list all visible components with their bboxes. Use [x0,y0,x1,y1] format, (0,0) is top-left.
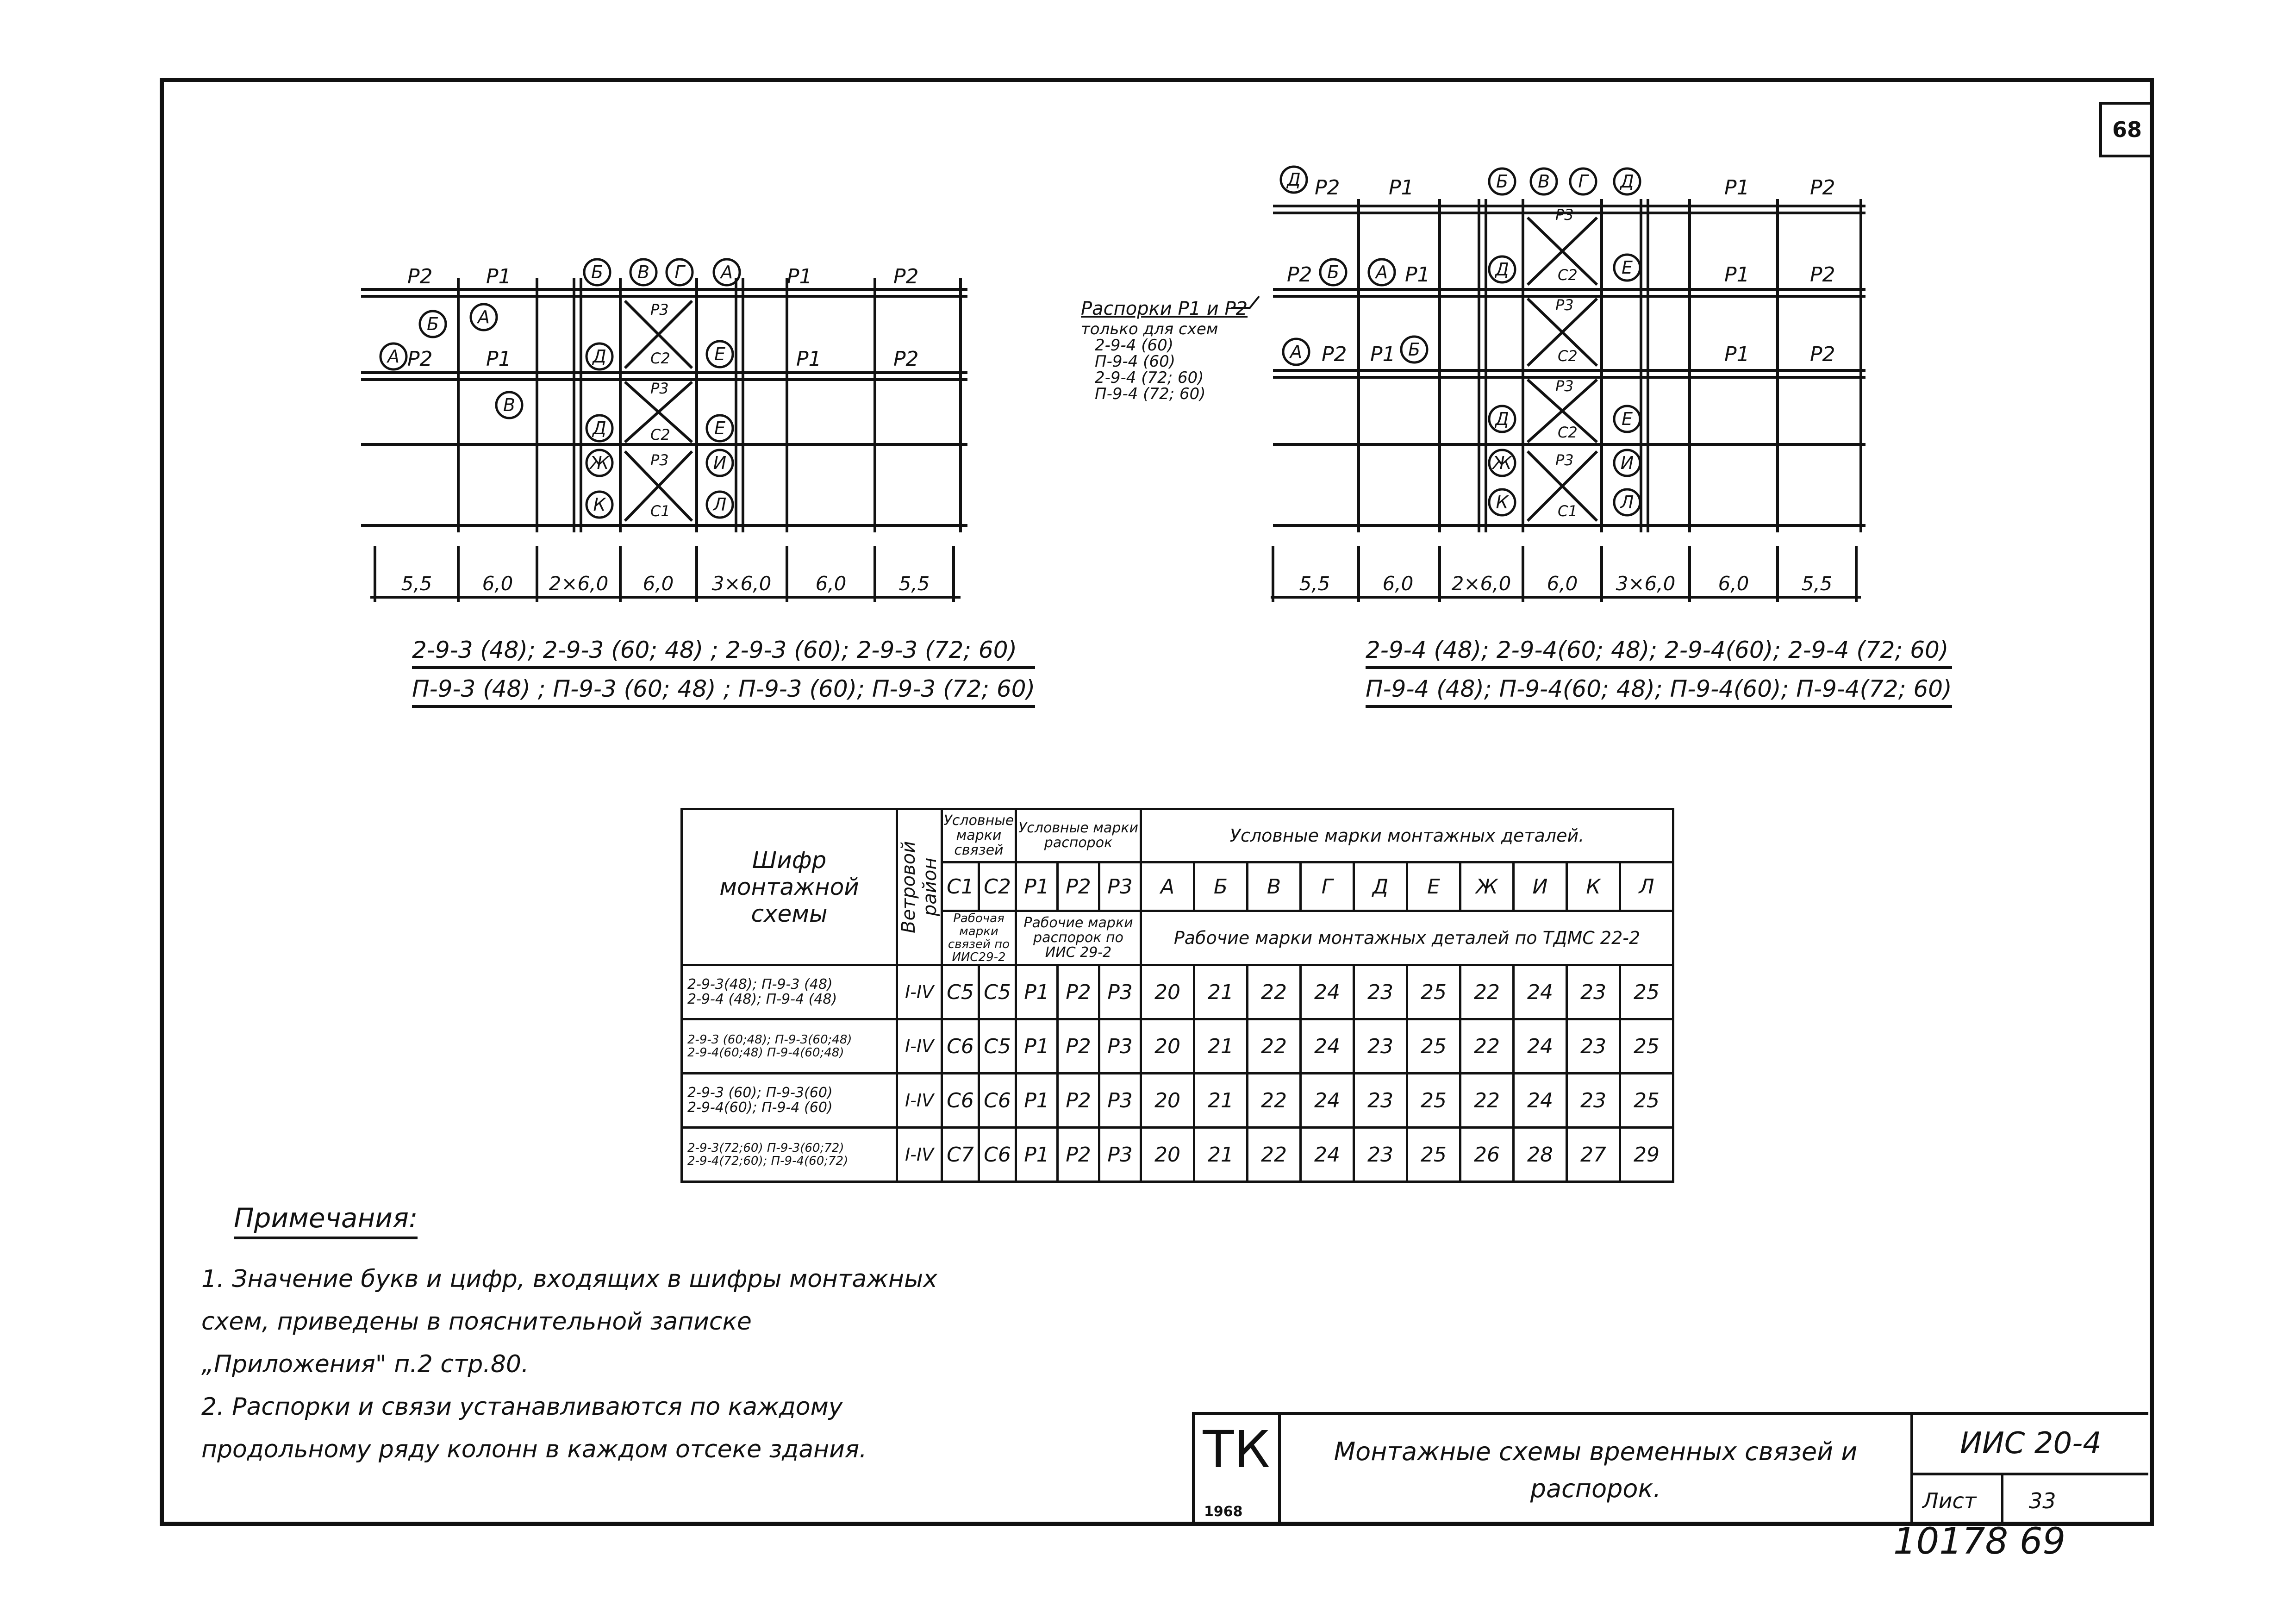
right-circle-letter: Д [1620,171,1634,192]
left-brace-mark: Р3 [650,301,669,319]
notes-section [201,1197,942,1471]
right-row2-mark: Р1 [1724,343,1750,366]
right-row2-mark: Р1 [1370,343,1396,366]
cipher-line: 2-9-3(48); П-9-3 (48) [687,976,833,993]
cipher-cell [682,965,897,1019]
right-dimension: 6,0 [1547,572,1578,595]
right-circle-letter: В [1537,171,1550,192]
col-header: Д [1354,862,1407,911]
table-cell: 23 [1567,1074,1620,1128]
right-circle-letter: Б [1408,339,1421,360]
right-circle-letter: Е [1621,409,1633,429]
left-brace-mark: С2 [650,426,670,443]
table-row [682,1019,1673,1074]
table-cell: С7 [942,1128,979,1182]
left-circle-letter: Г [674,262,685,282]
table-cell: С5 [979,965,1016,1019]
wind-cell: I-IV [897,1128,942,1182]
right-top-mark: Р1 [1389,176,1414,200]
left-circle-letter: Д [593,346,606,367]
table-cell: 23 [1354,1128,1407,1182]
page-number: 68 [2099,102,2152,157]
left-dimension: 6,0 [815,572,847,595]
logo-year: 1968 [1204,1504,1243,1520]
table-cell: 25 [1407,1019,1460,1074]
right-caption-line1: 2-9-4 (48); 2-9-4(60; 48); 2-9-4(60); 2-9-4 (72; 60) [1366,637,1952,669]
col-header: В [1248,862,1301,911]
table-cell: 20 [1141,1074,1194,1128]
col-header: Р3 [1099,862,1141,911]
left-row2-mark: Р1 [796,347,822,371]
left-brace-mark: С2 [650,350,670,367]
right-row2-mark: Р2 [1322,343,1347,366]
left-dimensions [401,572,930,595]
sheet-number: 33 [2029,1488,2056,1513]
table-cell: 25 [1407,965,1460,1019]
table-cell: 25 [1620,1019,1673,1074]
sheet-divider [2001,1475,2003,1524]
right-caption-line2: П-9-4 (48); П-9-4(60; 48); П-9-4(60); П-9-4(72; 60) [1366,675,1952,708]
col-header: Б [1194,862,1248,911]
left-circle-letter: И [713,453,727,473]
table-cell: 24 [1514,1074,1567,1128]
archive-number: 10178 69 [1893,1521,2066,1562]
table-row [682,1128,1673,1182]
header-ties-work: Рабочая марки связей по ИИС29-2 [942,911,1016,965]
right-dimensions [1299,572,1833,595]
table-cell: 24 [1514,1019,1567,1074]
table-cell: 22 [1460,965,1514,1019]
left-circle-letter: Ж [590,453,609,473]
right-brace-mark: С2 [1558,347,1578,365]
table-cell: Р2 [1058,1128,1099,1182]
right-circle-letter: И [1620,453,1634,473]
cipher-line: 2-9-3(72;60) П-9-3(60;72) [687,1141,844,1155]
right-brace-mark: Р3 [1555,296,1574,314]
table-cell: 26 [1460,1128,1514,1182]
left-brace-mark: С1 [650,502,670,520]
table-cell: 21 [1194,965,1248,1019]
table-cell: 20 [1141,1128,1194,1182]
table-cell: Р2 [1058,965,1099,1019]
organization-logo [1195,1415,1281,1524]
struts-note-line: 2-9-4 (60) [1095,336,1174,355]
right-brace-mark: С1 [1558,502,1578,520]
col-header: А [1141,862,1194,911]
cipher-line: 2-9-3 (60); П-9-3(60) [687,1085,833,1101]
left-top-mark: Р2 [407,265,433,288]
header-details: Условные марки монтажных деталей. [1141,809,1673,862]
header-cipher: Шифр монтажной схемы [682,809,897,965]
drawing-title-cell [1281,1415,1913,1524]
left-circle-letter: Е [714,344,726,364]
table-cell: С6 [942,1019,979,1074]
left-circle-letter: А [721,262,733,282]
table-cell: Р2 [1058,1074,1099,1128]
left-circle-letters [386,262,733,515]
table-cell: 23 [1354,1019,1407,1074]
table-cell: С5 [979,1019,1016,1074]
right-circle-letter: А [1290,342,1302,362]
table-cell: Р1 [1016,1074,1058,1128]
left-circle-letter: Л [713,494,727,515]
right-circle-letter: К [1496,492,1509,512]
header-struts-work: Рабочие марки распорок по ИИС 29-2 [1016,911,1141,965]
left-top-mark: Р2 [893,265,919,288]
right-row2-mark: Р2 [1810,343,1835,366]
table-cell: 24 [1301,1019,1354,1074]
table-cell: 21 [1194,1019,1248,1074]
header-details-work: Рабочие марки монтажных деталей по ТДМС 22-2 [1141,911,1673,965]
table-cell: 24 [1301,1128,1354,1182]
table-cell: С5 [942,965,979,1019]
left-row2-mark: Р1 [486,347,512,371]
right-circle-letters [1286,169,1634,512]
right-brace-mark: С2 [1558,424,1578,441]
left-dimension: 6,0 [643,572,674,595]
note-item: 1. Значение букв и цифр, входящих в шифры монтажных схем, приведены в пояснительной записке „Приложения" п.2 стр.80. [201,1265,937,1378]
cipher-line: 2-9-4 (48); П-9-4 (48) [687,991,837,1007]
left-circle-letter: Б [426,314,439,334]
left-circle-letter: Е [714,418,726,438]
left-brace-mark: Р3 [650,451,669,469]
cipher-line: 2-9-4(72;60); П-9-4(60;72) [687,1154,849,1168]
left-caption-line2: П-9-3 (48) ; П-9-3 (60; 48) ; П-9-3 (60); П-9-3 (72; 60) [412,675,1035,708]
right-dimension: 5,5 [1299,572,1330,595]
right-circle-letter: Б [1327,262,1340,282]
table-cell: 24 [1514,965,1567,1019]
table-cell: 25 [1620,1074,1673,1128]
wind-cell: I-IV [897,1019,942,1074]
header-ties: Условные марки связей [942,809,1016,862]
table-cell: 22 [1248,1074,1301,1128]
table-cell: 22 [1460,1074,1514,1128]
left-dimension: 3×6,0 [711,572,772,595]
note-item: 2. Распорки и связи устанавливаются по каждому продольному ряду колонн в каждом отсеке здания. [201,1393,867,1463]
right-brace-mark: Р3 [1555,451,1574,469]
left-caption-line1: 2-9-3 (48); 2-9-3 (60; 48) ; 2-9-3 (60); 2-9-3 (72; 60) [412,637,1035,669]
drawing-title: Монтажные схемы временных связей и распорок. [1334,1437,1858,1503]
wind-cell: I-IV [897,965,942,1019]
table-cell: Р2 [1058,1019,1099,1074]
sheet-label: Лист [1922,1488,1977,1513]
col-header: Р2 [1058,862,1099,911]
left-circle-letter: К [593,494,606,515]
right-caption [1366,637,1952,708]
col-header: С2 [979,862,1016,911]
cipher-cell [682,1128,897,1182]
table-cell: Р3 [1099,965,1141,1019]
left-circle-letter: А [387,346,399,367]
right-dimension: 6,0 [1718,572,1749,595]
left-brace-mark: Р3 [650,380,669,397]
col-header: Л [1620,862,1673,911]
left-top-mark: Р1 [486,265,512,288]
col-header: И [1514,862,1567,911]
right-brace-mark: Р3 [1555,377,1574,395]
col-header: Р1 [1016,862,1058,911]
right-dimension: 6,0 [1382,572,1414,595]
right-scheme-labels [1287,176,1835,520]
table-cell: 21 [1194,1074,1248,1128]
left-circle-letter: В [637,262,650,282]
logo-letters: ТК [1203,1420,1270,1479]
table-cell: 23 [1354,1074,1407,1128]
table-cell: Р3 [1099,1128,1141,1182]
right-top-mark: Р1 [1724,176,1750,200]
cipher-line: 2-9-4(60;48) П-9-4(60;48) [687,1046,844,1060]
table-row [682,965,1673,1019]
header-wind [897,809,942,965]
struts-note-line: П-9-4 (72; 60) [1095,385,1206,403]
table-row [682,1074,1673,1128]
assembly-table [680,808,1674,1183]
table-cell: Р1 [1016,965,1058,1019]
left-dimension: 5,5 [898,572,930,595]
struts-note [1081,296,1259,403]
cipher-cell [682,1019,897,1074]
table-cell: Р1 [1016,1019,1058,1074]
table-cell: 23 [1354,965,1407,1019]
left-circle-letter: А [478,307,490,327]
table-cell: 20 [1141,965,1194,1019]
right-row1-mark: Р1 [1724,263,1750,287]
table-cell: 28 [1514,1128,1567,1182]
left-circle-letter: В [503,395,516,415]
struts-note-line: только для схем [1081,320,1218,338]
col-header: Г [1301,862,1354,911]
left-caption [412,637,1035,708]
table-cell: 22 [1460,1019,1514,1074]
right-top-mark: Р2 [1315,176,1340,200]
table-cell: 21 [1194,1128,1248,1182]
col-header: Ж [1460,862,1514,911]
right-circle-letter: Д [1495,409,1509,429]
title-block [1192,1412,2148,1524]
header-struts: Условные марки распорок [1016,809,1141,862]
table-cell: 25 [1407,1074,1460,1128]
left-dimension: 5,5 [401,572,432,595]
right-circle-letter: Г [1578,171,1588,192]
table-cell: 22 [1248,1128,1301,1182]
table-cell: 22 [1248,1019,1301,1074]
left-dimension: 6,0 [482,572,513,595]
right-circle-letter: А [1376,262,1388,282]
right-row1-mark: Р2 [1287,263,1312,287]
col-header: К [1567,862,1620,911]
right-circle-letter: Ж [1492,453,1512,473]
table-cell: 22 [1248,965,1301,1019]
right-circle-letter: Д [1287,169,1301,190]
table-cell: С6 [979,1074,1016,1128]
col-header: Е [1407,862,1460,911]
table-cell: С6 [979,1128,1016,1182]
right-dimension: 2×6,0 [1451,572,1511,595]
left-row2-mark: Р2 [407,347,433,371]
right-row1-mark: Р1 [1405,263,1430,287]
table-cell: Р3 [1099,1074,1141,1128]
notes-title: Примечания: [234,1202,418,1239]
right-row1-mark: Р2 [1810,263,1835,287]
struts-note-line: П-9-4 (60) [1095,352,1175,371]
struts-note-line: 2-9-4 (72; 60) [1095,369,1204,387]
left-top-mark: Р1 [787,265,812,288]
right-top-mark: Р2 [1810,176,1835,200]
right-dimension: 5,5 [1801,572,1833,595]
table-cell: 25 [1407,1128,1460,1182]
sheet-cell [1913,1475,2148,1524]
table-cell: 25 [1620,965,1673,1019]
table-cell: 29 [1620,1128,1673,1182]
table-cell: 24 [1301,1074,1354,1128]
left-circle-letter: Б [591,262,604,282]
drawing-code: ИИС 20-4 [1913,1415,2148,1475]
right-brace-mark: Р3 [1555,206,1574,224]
struts-note-title: Распорки Р1 и Р2 [1081,298,1248,319]
right-circle-letter: Л [1620,492,1634,512]
right-circle-letter: Д [1495,259,1509,280]
table-cell: 23 [1567,1019,1620,1074]
header-wind-text: Ветровой район [898,841,941,933]
cipher-line: 2-9-4(60); П-9-4 (60) [687,1099,833,1116]
col-header: С1 [942,862,979,911]
right-dimension: 3×6,0 [1616,572,1676,595]
cipher-cell [682,1074,897,1128]
left-row2-mark: Р2 [893,347,919,371]
right-circle-letter: Б [1496,171,1509,192]
table-cell: 27 [1567,1128,1620,1182]
table-cell: 20 [1141,1019,1194,1074]
table-cell: 24 [1301,965,1354,1019]
cipher-line: 2-9-3 (60;48); П-9-3(60;48) [687,1033,852,1047]
left-dimension: 2×6,0 [549,572,609,595]
right-circle-letter: Е [1621,257,1633,278]
table-cell: 23 [1567,965,1620,1019]
left-circle-letter: Д [593,418,606,438]
right-scheme-lines [1271,199,1866,602]
table-cell: Р3 [1099,1019,1141,1074]
wind-cell: I-IV [897,1074,942,1128]
right-brace-mark: С2 [1558,266,1578,284]
table-cell: Р1 [1016,1128,1058,1182]
table-cell: С6 [942,1074,979,1128]
